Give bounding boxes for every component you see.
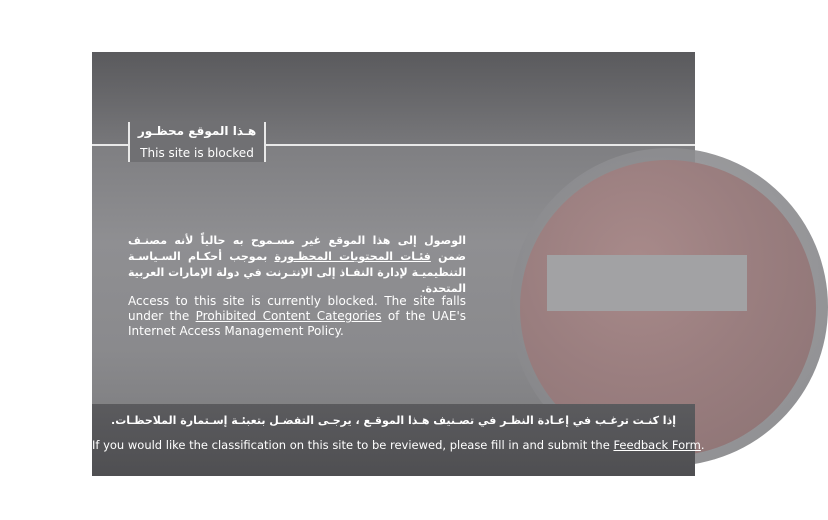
footer-arabic: إذا كنـت ترغـب في إعـادة النظـر في تصـنيف هـذا الموقـع ، يرجـى التفضـل بتعبئـة إسـتمارة الملاحظـات. (111, 414, 676, 427)
message-english-text: Access to this site is currently blocked. The site falls under the (128, 294, 466, 323)
message-english (128, 294, 466, 339)
footer-english (92, 438, 705, 452)
blocked-page-panel (92, 52, 705, 476)
footer-english-text: If you would like the classification on this site to be reviewed, please fill in and submit the (92, 438, 614, 452)
title-english: This site is blocked (140, 146, 254, 160)
no-entry-sign-bar (547, 255, 747, 311)
footer-band (92, 404, 705, 476)
message-arabic-text: الوصول إلى هذا الموقع غير مسـموح به حالياً لأنه مصنـف ضمن (128, 234, 467, 263)
feedback-form-link[interactable]: Feedback Form (613, 438, 701, 452)
title-arabic: هـذا الموقع محظـور (137, 124, 257, 138)
prohibited-categories-link[interactable]: Prohibited Content Categories (195, 309, 382, 323)
message-english-text-2: of the UAE's Internet Access Management Policy. (128, 309, 467, 338)
message-arabic (128, 233, 466, 297)
message-arabic-text-2: بموجب أحكـام السـياسـة التنظيميـة لإدارة النفـاذ إلى الإنتـرنت في دولة الإمارات العربية المتحدة. (128, 250, 466, 295)
prohibited-categories-link-arabic[interactable]: فئـات المحتويات المحظـورة (274, 250, 431, 263)
footer-english-period: . (700, 438, 705, 452)
page-title (128, 122, 266, 162)
